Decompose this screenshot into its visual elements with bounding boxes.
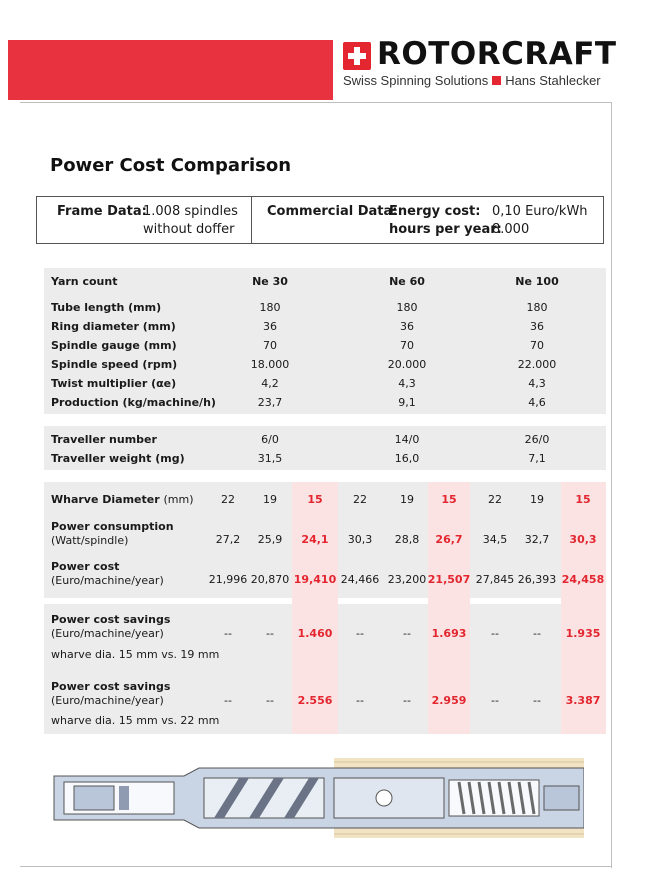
- frame-data-line2: without doffer: [143, 222, 235, 237]
- row-value: 36: [263, 320, 277, 333]
- cell-value: 21,507: [427, 573, 471, 586]
- cell-value: 15: [575, 493, 591, 506]
- row-label: Tube length (mm): [51, 301, 162, 314]
- row-label: Traveller weight (mg): [51, 452, 185, 465]
- row-value: 9,1: [398, 396, 416, 409]
- savings22-unit: (Euro/machine/year): [51, 694, 164, 707]
- cell-value: 2.556: [297, 694, 333, 707]
- row-value: 4,2: [261, 377, 279, 390]
- cell-value: 27,845: [475, 573, 515, 586]
- frame-border-right: [611, 102, 612, 868]
- data-summary-box: [36, 196, 604, 244]
- yarn-count-label: Yarn count: [51, 275, 118, 288]
- cell-value: --: [403, 627, 411, 640]
- row-label: Spindle gauge (mm): [51, 339, 177, 352]
- cell-value: 34,5: [482, 533, 508, 546]
- cell-value: 24,458: [561, 573, 605, 586]
- row-label: Spindle speed (rpm): [51, 358, 178, 371]
- cell-value: --: [491, 627, 499, 640]
- savings22-label: Power cost savings: [51, 680, 171, 693]
- row-value: 26/0: [524, 433, 550, 446]
- wharve-label-bold: Wharve Diameter: [51, 493, 160, 506]
- cell-value: 27,2: [215, 533, 241, 546]
- page-title: Power Cost Comparison: [50, 155, 292, 176]
- cell-value: 1.460: [297, 627, 333, 640]
- cell-value: 30,3: [347, 533, 373, 546]
- brand-name: ROTORCRAFT: [377, 36, 617, 72]
- cell-value: 19: [400, 493, 414, 506]
- row-value: 36: [400, 320, 414, 333]
- row-value: 14/0: [394, 433, 420, 446]
- frame-border-top: [20, 102, 612, 103]
- cell-value: 19,410: [293, 573, 337, 586]
- savings19-note: wharve dia. 15 mm vs. 19 mm: [51, 648, 220, 661]
- cell-value: --: [491, 694, 499, 707]
- row-value: 4,3: [528, 377, 546, 390]
- cell-value: 22: [353, 493, 367, 506]
- tagline-right: Hans Stahlecker: [505, 73, 601, 88]
- frame-border-bottom: [20, 866, 612, 867]
- row-value: 6/0: [261, 433, 279, 446]
- power-cost-unit: (Euro/machine/year): [51, 574, 164, 587]
- red-square-icon: [492, 76, 501, 85]
- row-value: 70: [263, 339, 277, 352]
- row-label: Traveller number: [51, 433, 157, 446]
- cell-value: 22: [488, 493, 502, 506]
- cell-value: 21,996: [208, 573, 248, 586]
- brand-tagline: [343, 73, 601, 88]
- yarn-count-ne100: Ne 100: [515, 275, 559, 288]
- row-label: Production (kg/machine/h): [51, 396, 216, 409]
- box-divider: [251, 197, 252, 243]
- row-value: 4,6: [528, 396, 546, 409]
- row-value: 36: [530, 320, 544, 333]
- cell-value: 19: [530, 493, 544, 506]
- row-value: 180: [526, 301, 548, 314]
- cell-value: 24,1: [301, 533, 329, 546]
- cell-value: 25,9: [257, 533, 283, 546]
- header-red-bar: [8, 40, 333, 100]
- row-value: 16,0: [394, 452, 420, 465]
- cell-value: --: [224, 694, 232, 707]
- yarn-count-ne30: Ne 30: [252, 275, 288, 288]
- cell-value: 2.959: [431, 694, 467, 707]
- cell-value: 1.935: [565, 627, 601, 640]
- savings19-label: Power cost savings: [51, 613, 171, 626]
- cell-value: 20,870: [250, 573, 290, 586]
- cell-value: --: [533, 694, 541, 707]
- frame-data-label: Frame Data:: [57, 204, 147, 219]
- cell-value: --: [403, 694, 411, 707]
- row-value: 180: [396, 301, 418, 314]
- wharve-label-unit: (mm): [163, 493, 194, 506]
- hours-value: 8.000: [492, 222, 530, 237]
- row-value: 22.000: [517, 358, 557, 371]
- commercial-data-label: Commercial Data:: [267, 204, 398, 219]
- savings22-note: wharve dia. 15 mm vs. 22 mm: [51, 714, 220, 727]
- row-value: 7,1: [528, 452, 546, 465]
- cell-value: 26,7: [435, 533, 463, 546]
- row-label: Ring diameter (mm): [51, 320, 176, 333]
- cell-value: --: [533, 627, 541, 640]
- cell-value: 22: [221, 493, 235, 506]
- cell-value: 23,200: [387, 573, 427, 586]
- cell-value: --: [356, 627, 364, 640]
- row-value: 31,5: [257, 452, 283, 465]
- cell-value: 15: [307, 493, 323, 506]
- row-value: 70: [400, 339, 414, 352]
- cell-value: 30,3: [569, 533, 597, 546]
- hours-label: hours per year:: [389, 222, 502, 237]
- row-label: Twist multiplier (αe): [51, 377, 177, 390]
- savings19-unit: (Euro/machine/year): [51, 627, 164, 640]
- tagline-left: Swiss Spinning Solutions: [343, 73, 489, 88]
- oil-hole: [376, 790, 392, 806]
- power-consumption-unit: (Watt/spindle): [51, 534, 129, 547]
- cell-value: 24,466: [340, 573, 380, 586]
- row-value: 4,3: [398, 377, 416, 390]
- energy-cost-value: 0,10 Euro/kWh: [492, 204, 588, 219]
- yarn-count-ne60: Ne 60: [389, 275, 425, 288]
- spindle-tube-illustration: [44, 748, 584, 848]
- cell-value: 32,7: [524, 533, 550, 546]
- cell-value: 26,393: [517, 573, 557, 586]
- cell-value: --: [266, 694, 274, 707]
- cell-value: 1.693: [431, 627, 467, 640]
- row-value: 20.000: [387, 358, 427, 371]
- energy-cost-label: Energy cost:: [389, 204, 481, 219]
- cell-value: --: [356, 694, 364, 707]
- power-consumption-label: Power consumption: [51, 520, 174, 533]
- power-cost-label: Power cost: [51, 560, 120, 573]
- row-value: 180: [259, 301, 281, 314]
- frame-data-line1: 1.008 spindles: [143, 204, 238, 219]
- cell-value: --: [266, 627, 274, 640]
- cell-value: 28,8: [394, 533, 420, 546]
- row-value: 70: [530, 339, 544, 352]
- cell-value: 15: [441, 493, 457, 506]
- row-value: 23,7: [257, 396, 283, 409]
- cell-value: 19: [263, 493, 277, 506]
- brand-logo: [343, 38, 623, 98]
- swiss-cross-icon: [343, 42, 371, 70]
- cell-value: 3.387: [565, 694, 601, 707]
- cell-value: --: [224, 627, 232, 640]
- row-value: 18.000: [250, 358, 290, 371]
- wharve-label: [51, 493, 194, 506]
